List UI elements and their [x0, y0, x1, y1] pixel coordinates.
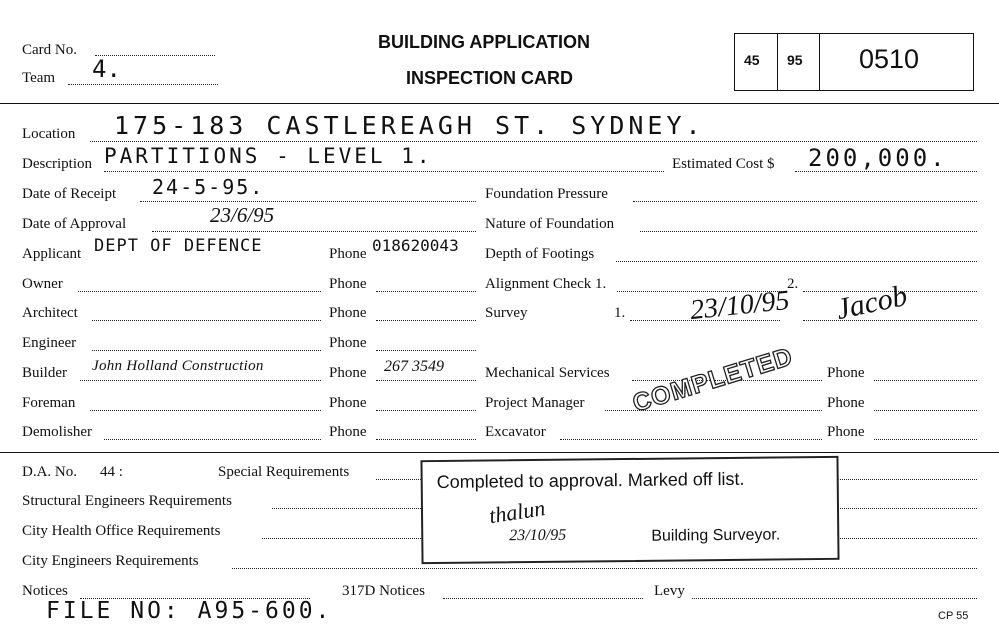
section-rule [0, 452, 999, 453]
foreman-label: Foreman [22, 395, 76, 411]
approval-signature: thalun [487, 495, 547, 529]
title-line2: INSPECTION CARD [406, 68, 574, 88]
da-no-label: D.A. No. [22, 464, 77, 480]
location-value: 175-183 CASTLEREAGH ST. SYDNEY. [114, 111, 705, 140]
survey-label: Survey [485, 305, 528, 321]
levy-label: Levy [654, 583, 685, 599]
divider [819, 34, 820, 90]
engineer-label: Engineer [22, 335, 77, 351]
owner-phone-line [376, 291, 476, 292]
team-line [68, 84, 218, 85]
project-manager-label: Project Manager [485, 395, 585, 411]
nature-foundation-line [640, 231, 977, 232]
city-engineers-line [232, 568, 977, 569]
description-value: PARTITIONS - LEVEL 1. [104, 144, 433, 168]
builder-phone-line [376, 380, 476, 381]
mechanical-label: Mechanical Services [485, 365, 610, 381]
location-line [90, 141, 977, 142]
excavator-label: Excavator [485, 424, 546, 440]
card-number: 0510 [859, 44, 920, 74]
notices-317d-line [443, 598, 643, 599]
nature-foundation-label: Nature of Foundation [485, 216, 615, 232]
builder-value: John Holland Construction [92, 358, 264, 374]
card-number-box [734, 33, 974, 91]
applicant-value: DEPT OF DEFENCE [94, 236, 263, 256]
applicant-phone-value: 018620043 [372, 236, 459, 255]
engineer-phone-line [376, 350, 476, 351]
team-value: 4. [92, 55, 121, 83]
foreman-line [90, 410, 321, 411]
alignment-check-label: Alignment Check 1. [485, 276, 607, 292]
description-label: Description [22, 156, 92, 172]
demolisher-phone-line [376, 439, 476, 440]
builder-phone-label: Phone [329, 365, 367, 381]
survey-signature: Jacob [833, 278, 911, 327]
engineer-line [92, 350, 321, 351]
da-no-value: 44 : [100, 464, 123, 480]
approval-role: Building Surveyor. [651, 526, 781, 545]
applicant-label: Applicant [22, 246, 82, 262]
completed-stamp: COMPLETED [629, 342, 797, 418]
approval-stamp [420, 456, 839, 564]
city-engineers-label: City Engineers Requirements [22, 553, 199, 569]
depth-footings-line [616, 261, 977, 262]
builder-line [80, 380, 321, 381]
applicant-phone-label: Phone [329, 246, 367, 262]
approval-date: 23/10/95 [509, 526, 567, 545]
architect-line [92, 320, 321, 321]
excavator-line [560, 439, 822, 440]
survey-line-2 [803, 320, 977, 321]
divider [777, 34, 778, 90]
mechanical-phone-line [874, 380, 977, 381]
engineer-phone-label: Phone [329, 335, 367, 351]
date-approval-value: 23/6/95 [210, 203, 275, 227]
form-code: CP 55 [938, 610, 969, 622]
demolisher-label: Demolisher [22, 424, 92, 440]
card-num-a: 45 [744, 52, 760, 68]
mechanical-phone-label: Phone [827, 365, 865, 381]
architect-label: Architect [22, 305, 78, 321]
owner-label: Owner [22, 276, 63, 292]
architect-phone-label: Phone [329, 305, 367, 321]
header-rule [0, 103, 999, 104]
levy-line [692, 598, 977, 599]
date-receipt-label: Date of Receipt [22, 186, 117, 202]
excavator-phone-label: Phone [827, 424, 865, 440]
card-num-b: 95 [787, 52, 803, 68]
project-manager-phone-label: Phone [827, 395, 865, 411]
notices-label: Notices [22, 583, 68, 599]
alignment-check-2: 2. [787, 276, 799, 292]
location-label: Location [22, 126, 76, 142]
date-approval-label: Date of Approval [22, 216, 127, 232]
description-line [104, 171, 664, 172]
estimated-cost-label: Estimated Cost $ [672, 156, 775, 172]
survey-date: 23/10/95 [688, 284, 791, 327]
owner-phone-label: Phone [329, 276, 367, 292]
card-no-label: Card No. [22, 42, 77, 58]
title-line1: BUILDING APPLICATION [378, 32, 590, 52]
survey-1: 1. [614, 305, 626, 321]
date-receipt-line [140, 201, 476, 202]
team-label: Team [22, 70, 56, 86]
date-receipt-value: 24-5-95. [152, 175, 265, 199]
city-health-label: City Health Office Requirements [22, 523, 221, 539]
foundation-pressure-line [633, 201, 977, 202]
owner-line [78, 291, 321, 292]
depth-footings-label: Depth of Footings [485, 246, 595, 262]
approval-stamp-line1: Completed to approval. Marked off list. [436, 468, 745, 493]
foundation-pressure-label: Foundation Pressure [485, 186, 608, 202]
builder-label: Builder [22, 365, 67, 381]
excavator-phone-line [874, 439, 977, 440]
special-requirements-label: Special Requirements [218, 464, 350, 480]
notices-317d-label: 317D Notices [342, 583, 425, 599]
builder-phone-value: 267 3549 [384, 358, 444, 375]
foreman-phone-line [376, 410, 476, 411]
demolisher-line [104, 439, 321, 440]
project-manager-phone-line [874, 410, 977, 411]
date-approval-line [152, 231, 476, 232]
estimated-cost-value: 200,000. [808, 144, 948, 172]
structural-label: Structural Engineers Requirements [22, 493, 232, 509]
architect-phone-line [376, 320, 476, 321]
demolisher-phone-label: Phone [329, 424, 367, 440]
file-no: FILE NO: A95-600. [46, 598, 333, 624]
foreman-phone-label: Phone [329, 395, 367, 411]
